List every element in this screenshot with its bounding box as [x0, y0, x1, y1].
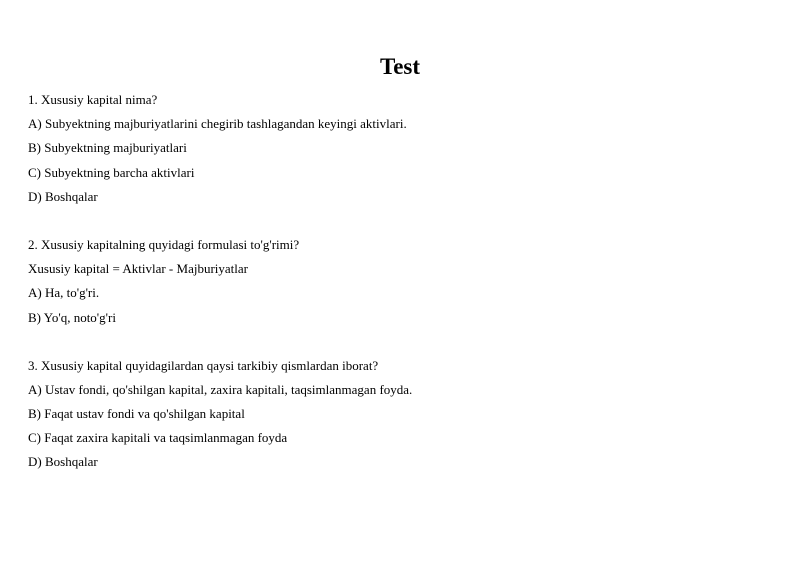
question-block-2 [28, 233, 788, 330]
answer-option-b: B) Yo'q, noto'g'ri [28, 309, 116, 325]
question-text: 1. Xususiy kapital nima? [28, 92, 158, 107]
answer-option-a: A) Ha, to'g'ri. [28, 285, 100, 301]
answer-option-a: A) Subyektning majburiyatlarini chegirib tashlagandan keyingi aktivlari. [28, 116, 407, 132]
question-block-1 [28, 88, 788, 209]
question-block-3 [28, 354, 788, 475]
question-list [28, 88, 788, 475]
answer-option-b: B) Faqat ustav fondi va qo'shilgan kapital [28, 406, 245, 422]
question-separator [28, 330, 788, 354]
question-text: 3. Xususiy kapital quyidagilardan qaysi tarkibiy qismlardan iborat? [28, 357, 379, 373]
answer-option-d: D) Boshqalar [28, 454, 98, 470]
answer-option-c: C) Subyektning barcha aktivlari [28, 164, 195, 180]
page-title: Test [379, 54, 421, 79]
question-text: 2. Xususiy kapitalning quyidagi formulasi to'g'rimi? [28, 236, 300, 252]
answer-option-c: C) Faqat zaxira kapitali va taqsimlanmagan foyda [28, 430, 288, 446]
formula-text: Xususiy kapital = Aktivlar - Majburiyatlar [28, 261, 248, 277]
question-separator [28, 209, 788, 233]
answer-option-a: A) Ustav fondi, qo'shilgan kapital, zaxira kapitali, taqsimlanmagan foyda. [28, 381, 413, 397]
answer-option-b: B) Subyektning majburiyatlari [28, 140, 187, 156]
answer-option-d: D) Boshqalar [28, 188, 98, 204]
